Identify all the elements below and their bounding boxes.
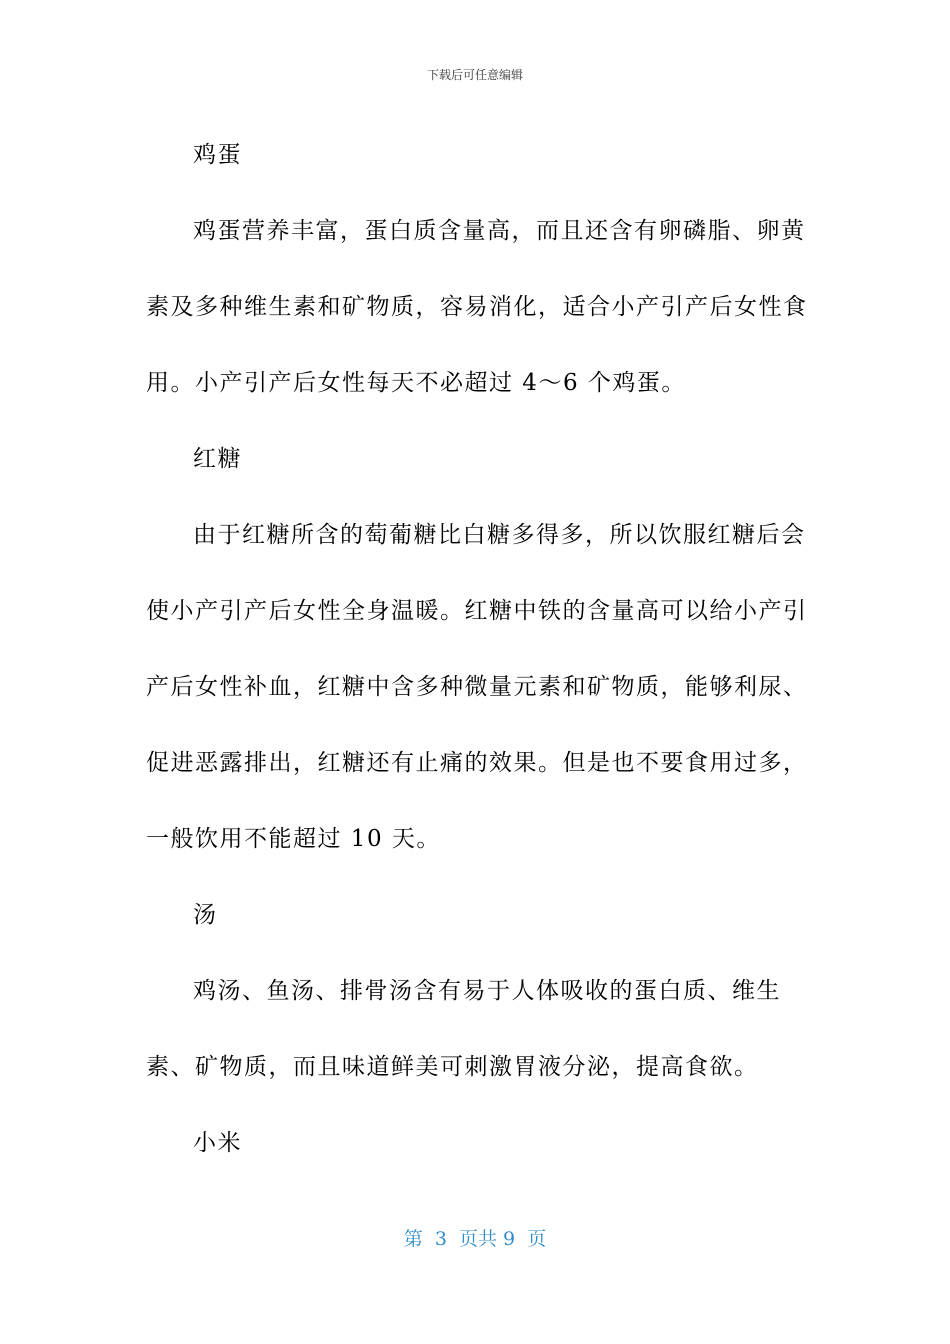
heading-eggs: 鸡蛋 [193, 142, 242, 168]
document-body [146, 117, 816, 1181]
page-header: 下载后可任意编辑 [426, 68, 523, 82]
page-number-footer: 第 3 页共 9 页 [403, 1228, 547, 1250]
paragraph-soup: 鸡汤、鱼汤、排骨汤含有易于人体吸收的蛋白质、维生素、矿物质，而且味道鲜美可刺激胃液分泌，提高食欲。 [146, 978, 781, 1080]
heading-soup: 汤 [193, 902, 218, 928]
paragraph-brown-sugar: 由于红糖所含的萄葡糖比白糖多得多，所以饮服红糖后会使小产引产后女性全身温暖。红糖中铁的含量高可以给小产引产后女性补血，红糖中含多种微量元素和矿物质，能够利尿、促进恶露排出，红糖还有止痛的效果。但是也不要食用过多，一般饮用不能超过 10 天。 [146, 522, 808, 852]
heading-millet: 小米 [193, 1130, 242, 1156]
paragraph-eggs: 鸡蛋营养丰富，蛋白质含量高，而且还含有卵磷脂、卵黄素及多种维生素和矿物质，容易消化，适合小产引产后女性食用。小产引产后女性每天不必超过 4～6 个鸡蛋。 [146, 218, 808, 396]
heading-brown-sugar: 红糖 [193, 446, 242, 472]
